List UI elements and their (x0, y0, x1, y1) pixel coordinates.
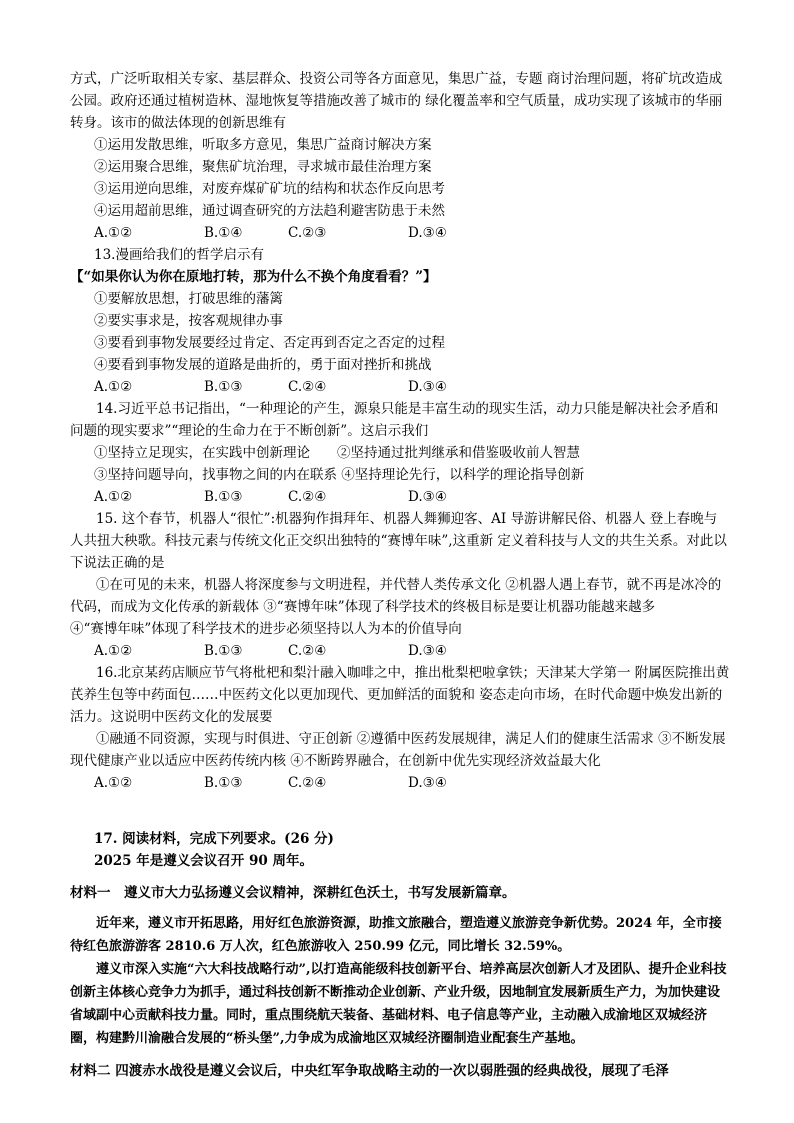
q12-option-b[interactable]: B.①④ (204, 225, 243, 241)
q13-item-1: ①要解放思想，打破思维的藩篱 (94, 291, 283, 307)
q17-stem: 17. 阅读材料，完成下列要求。(26 分) (94, 831, 334, 847)
q16-stem: 16.北京某药店顺应节气将枇杷和梨汁融入咖啡之中，推出枇梨杷啦拿铁；天津某大学第一 附属医院推出黄芪养生包等中药面包……中医药文化以更加现代、更加鲜活的面貌和 姿态走向市场，在时代命题中焕发出新的活力。这说明中医药文化的发展要 (70, 665, 730, 725)
material-1-paragraph-1: 近年来，遵义市开拓思路，用好红色旅游资源，助推文旅融合，塑造遵义旅游竞争新优势。2024 年，全市接待红色旅游游客 2810.6 万人次，红色旅游收入 250.99 亿元，同比增长 32.59%。 (70, 916, 722, 954)
q12-option-d[interactable]: D.③④ (408, 225, 447, 241)
q12-item-3: ③运用逆向思维，对废弃煤矿矿坑的结构和状态作反向思考 (94, 181, 445, 197)
q12-item-2: ②运用聚合思维，聚焦矿坑治理，寻求城市最佳治理方案 (94, 159, 432, 175)
q12-item-1: ①运用发散思维，听取多方意见，集思广益商讨解决方案 (94, 137, 432, 153)
q13-option-c[interactable]: C.②④ (288, 379, 327, 395)
q16-items: ①融通不同资源，实现与时俱进、守正创新 ②遵循中医药发展规律，满足人们的健康生活需求 ③不断发展现代健康产业以适应中医药传统内核 ④不断跨界融合，在创新中优先实现经济效益最大化 (70, 731, 726, 769)
q12-item-4: ④运用超前思维，通过调查研究的方法趋利避害防患于未然 (94, 203, 445, 219)
q14-option-b[interactable]: B.①③ (204, 489, 243, 505)
q16-option-d[interactable]: D.③④ (408, 775, 447, 791)
q12-stem-continued: 方式，广泛听取相关专家、基层群众、投资公司等各方面意见，集思广益，专题 商讨治理问题，将矿坑改造成公园。政府还通过植树造林、湿地恢复等措施改善了城市的 绿化覆盖率和空气质量，成功实现了该城市的华丽转身。该市的做法体现的创新思维有 (70, 71, 723, 131)
q14-option-d[interactable]: D.③④ (408, 489, 447, 505)
q13-option-a[interactable]: A.①② (94, 379, 133, 395)
q13-comic-caption: 【“如果你认为你在原地打转，那为什么不换个角度看看？”】 (70, 269, 437, 285)
q13-stem: 13.漫画给我们的哲学启示有 (94, 247, 264, 263)
q15-item-4: ④“赛博年味”体现了科学技术的进步必须坚持以人为本的价值导向 (70, 621, 462, 637)
q16-options (70, 772, 730, 794)
q15-items-1-3: ①在可见的未来，机器人将深度参与文明进程，并代替人类传承文化 ②机器人遇上春节，就不再是冰冷的代码，而成为文化传承的新载体 ③“赛博年味”体现了科学技术的终极目标是要让机器功能越来越多 (70, 577, 722, 615)
q17-subtitle: 2025 年是遵义会议召开 90 周年。 (94, 853, 313, 869)
q14-items-row-1: ①坚持立足现实，在实践中创新理论 ②坚持通过批判继承和借鉴吸收前人智慧 (94, 445, 580, 461)
q16-option-a[interactable]: A.①② (94, 775, 133, 791)
spacer (70, 794, 730, 828)
material-2-text: 四渡赤水战役是遵义会议后，中央红军争取战略主动的一次以弱胜强的经典战役，展现了毛泽 (110, 1063, 669, 1079)
q14-stem: 14.习近平总书记指出，“一种理论的产生，源泉只能是丰富生动的现实生活，动力只能是解决社会矛盾和问题的现实要求”“理论的生命力在于不断创新”。这启示我们 (70, 401, 719, 439)
q15-option-b[interactable]: B.①③ (204, 643, 243, 659)
q15-option-a[interactable]: A.①② (94, 643, 133, 659)
q12-options (70, 222, 730, 244)
q15-option-d[interactable]: D.③④ (408, 643, 447, 659)
q15-stem: 15. 这个春节，机器人“很忙”:机器狗作揖拜年、机器人舞狮迎客、AI 导游讲解民俗、机器人 登上春晚与人共扭大秧歌。科技元素与传统文化正交织出独特的“赛博年味”,这重新 定义着科技与人文的共生关系。对此以下说法正确的是 (70, 511, 727, 571)
q14-option-a[interactable]: A.①② (94, 489, 133, 505)
q15-options (70, 640, 730, 662)
q13-item-2: ②要实事求是，按客观规律办事 (94, 313, 283, 329)
q13-option-d[interactable]: D.③④ (408, 379, 447, 395)
material-2-label: 材料二 (70, 1063, 111, 1079)
material-2-heading (70, 1058, 730, 1084)
material-1-title: 遵义市大力弘扬遵义会议精神，深耕红色沃土，书写发展新篇章。 (110, 885, 516, 901)
exam-page (70, 68, 730, 1090)
material-1-label: 材料一 (70, 885, 111, 901)
q13-item-4: ④要看到事物发展的道路是曲折的，勇于面对挫折和挑战 (94, 357, 432, 373)
q14-items-row-2: ③坚持问题导向，找事物之间的内在联系 ④坚持理论先行，以科学的理论指导创新 (94, 467, 585, 483)
material-1-heading (70, 880, 730, 906)
q13-options (70, 376, 730, 398)
q14-options (70, 486, 730, 508)
q12-option-a[interactable]: A.①② (94, 225, 133, 241)
q13-option-b[interactable]: B.①③ (204, 379, 243, 395)
q15-option-c[interactable]: C.②④ (288, 643, 327, 659)
q14-option-c[interactable]: C.②④ (288, 489, 327, 505)
q16-option-b[interactable]: B.①③ (204, 775, 243, 791)
material-1-paragraph-2: 遵义市深入实施“六大科技战略行动”,以打造高能级科技创新平台、培养高层次创新人才及团队、提升企业科技创新主体核心竞争力为抓手，通过科技创新不断推动企业创新、产业升级，因地制宜发展新质生产力，为加快建设省域副中心贡献科技力量。同时，重点围绕航天装备、基础材料、电子信息等产业，主动融入成渝地区双城经济圈，构建黔川渝融合发展的“桥头堡”,力争成为成渝地区双城经济圈制造业配套生产基地。 (70, 962, 727, 1046)
q12-option-c[interactable]: C.②③ (288, 225, 327, 241)
q16-option-c[interactable]: C.②④ (288, 775, 327, 791)
q13-item-3: ③要看到事物发展要经过肯定、否定再到否定之否定的过程 (94, 335, 445, 351)
